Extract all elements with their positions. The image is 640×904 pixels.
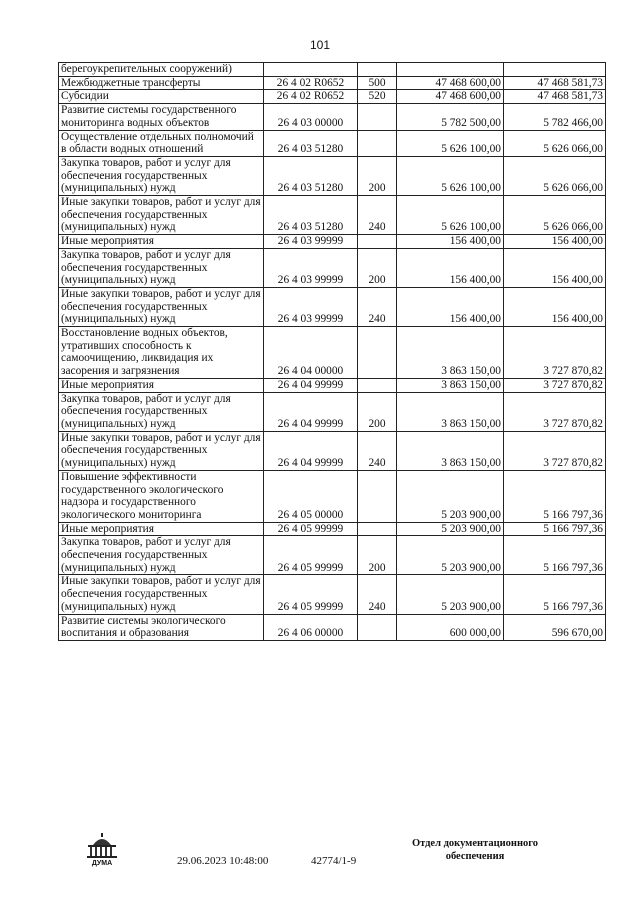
row-exec-amount: 5 166 797,36 [504, 470, 606, 522]
row-name: Развитие системы государственного мониторинга водных объектов [59, 104, 264, 130]
row-name: Иные мероприятия [59, 378, 264, 392]
row-name: Закупка товаров, работ и услуг для обеспечения государственных (муниципальных) нужд [59, 536, 264, 575]
row-exec-amount: 3 727 870,82 [504, 431, 606, 470]
row-code: 26 4 04 99999 [264, 378, 358, 392]
row-plan-amount: 5 203 900,00 [397, 575, 504, 614]
row-exec-amount: 3 727 870,82 [504, 378, 606, 392]
row-code: 26 4 02 R0652 [264, 76, 358, 90]
row-plan-amount: 5 626 100,00 [397, 156, 504, 195]
row-vr: 200 [358, 536, 397, 575]
row-exec-amount: 5 626 066,00 [504, 156, 606, 195]
row-name: Иные закупки товаров, работ и услуг для обеспечения государственных (муниципальных) нужд [59, 287, 264, 326]
table-row [59, 470, 606, 522]
row-name: Закупка товаров, работ и услуг для обеспечения государственных (муниципальных) нужд [59, 248, 264, 287]
footer-department: Отдел документационного обеспечения [411, 838, 539, 862]
row-code: 26 4 03 99999 [264, 235, 358, 249]
row-exec-amount: 5 166 797,36 [504, 522, 606, 536]
row-plan-amount: 5 626 100,00 [397, 130, 504, 156]
logo-caption: ДУМА [91, 860, 113, 867]
row-code: 26 4 04 99999 [264, 392, 358, 431]
row-vr: 240 [358, 196, 397, 235]
row-vr [358, 327, 397, 379]
row-exec-amount: 156 400,00 [504, 287, 606, 326]
row-code [264, 63, 358, 77]
row-vr [358, 614, 397, 640]
table-row [59, 575, 606, 614]
footer-timestamp: 29.06.2023 10:48:00 [177, 855, 269, 867]
table-row [59, 522, 606, 536]
row-exec-amount: 596 670,00 [504, 614, 606, 640]
table-row [59, 614, 606, 640]
row-plan-amount [397, 63, 504, 77]
table-row [59, 90, 606, 104]
row-vr [358, 104, 397, 130]
row-plan-amount: 156 400,00 [397, 248, 504, 287]
row-exec-amount: 5 626 066,00 [504, 130, 606, 156]
row-plan-amount: 47 468 600,00 [397, 90, 504, 104]
row-name: Восстановление водных объектов, утративших способность к самоочищению, ликвидация их засорения и загрязнения [59, 327, 264, 379]
row-plan-amount: 5 782 500,00 [397, 104, 504, 130]
row-code: 26 4 05 99999 [264, 575, 358, 614]
row-code: 26 4 04 00000 [264, 327, 358, 379]
table-row [59, 196, 606, 235]
row-plan-amount: 3 863 150,00 [397, 392, 504, 431]
row-code: 26 4 04 99999 [264, 431, 358, 470]
table-row [59, 248, 606, 287]
row-name: Иные закупки товаров, работ и услуг для обеспечения государственных (муниципальных) нужд [59, 196, 264, 235]
row-exec-amount: 5 626 066,00 [504, 196, 606, 235]
row-name: Иные мероприятия [59, 235, 264, 249]
row-name: Закупка товаров, работ и услуг для обеспечения государственных (муниципальных) нужд [59, 156, 264, 195]
row-vr [358, 522, 397, 536]
row-plan-amount: 5 626 100,00 [397, 196, 504, 235]
table-row [59, 378, 606, 392]
row-exec-amount: 156 400,00 [504, 248, 606, 287]
row-code: 26 4 05 00000 [264, 470, 358, 522]
budget-table [58, 62, 606, 641]
row-exec-amount: 5 782 466,00 [504, 104, 606, 130]
row-vr: 200 [358, 156, 397, 195]
table-row [59, 76, 606, 90]
table-row [59, 235, 606, 249]
row-code: 26 4 03 99999 [264, 248, 358, 287]
table-row [59, 104, 606, 130]
row-vr: 200 [358, 248, 397, 287]
row-code: 26 4 03 51280 [264, 156, 358, 195]
row-code: 26 4 03 51280 [264, 130, 358, 156]
row-exec-amount: 47 468 581,73 [504, 90, 606, 104]
row-code: 26 4 06 00000 [264, 614, 358, 640]
row-exec-amount [504, 63, 606, 77]
table-row [59, 536, 606, 575]
table-row [59, 130, 606, 156]
table-row [59, 287, 606, 326]
row-name: Иные мероприятия [59, 522, 264, 536]
row-plan-amount: 47 468 600,00 [397, 76, 504, 90]
table-row [59, 392, 606, 431]
row-vr: 240 [358, 287, 397, 326]
row-exec-amount: 5 166 797,36 [504, 575, 606, 614]
row-plan-amount: 3 863 150,00 [397, 327, 504, 379]
table-row [59, 327, 606, 379]
footer-doc-number: 42774/1-9 [311, 855, 357, 867]
page-number: 101 [309, 38, 331, 52]
row-vr [358, 130, 397, 156]
row-vr [358, 378, 397, 392]
row-name: Межбюджетные трансферты [59, 76, 264, 90]
table-row [59, 431, 606, 470]
row-vr: 520 [358, 90, 397, 104]
row-plan-amount: 156 400,00 [397, 235, 504, 249]
row-plan-amount: 3 863 150,00 [397, 378, 504, 392]
row-name: берегоукрепительных сооружений) [59, 63, 264, 77]
row-plan-amount: 5 203 900,00 [397, 536, 504, 575]
table-row [59, 63, 606, 77]
row-name: Осуществление отдельных полномочий в области водных отношений [59, 130, 264, 156]
row-name: Закупка товаров, работ и услуг для обеспечения государственных (муниципальных) нужд [59, 392, 264, 431]
row-code: 26 4 03 00000 [264, 104, 358, 130]
row-code: 26 4 03 99999 [264, 287, 358, 326]
row-code: 26 4 02 R0652 [264, 90, 358, 104]
row-vr: 240 [358, 575, 397, 614]
row-exec-amount: 3 727 870,82 [504, 392, 606, 431]
row-exec-amount: 156 400,00 [504, 235, 606, 249]
row-code: 26 4 03 51280 [264, 196, 358, 235]
row-plan-amount: 600 000,00 [397, 614, 504, 640]
row-name: Иные закупки товаров, работ и услуг для обеспечения государственных (муниципальных) нужд [59, 431, 264, 470]
row-vr [358, 470, 397, 522]
budget-table-body [59, 63, 606, 641]
row-exec-amount: 47 468 581,73 [504, 76, 606, 90]
row-plan-amount: 3 863 150,00 [397, 431, 504, 470]
row-plan-amount: 5 203 900,00 [397, 522, 504, 536]
row-code: 26 4 05 99999 [264, 536, 358, 575]
row-name: Повышение эффективности государственного экологического надзора и государственного экологического мониторинга [59, 470, 264, 522]
row-plan-amount: 5 203 900,00 [397, 470, 504, 522]
row-vr: 500 [358, 76, 397, 90]
row-name: Развитие системы экологического воспитания и образования [59, 614, 264, 640]
row-name: Субсидии [59, 90, 264, 104]
row-vr: 200 [358, 392, 397, 431]
row-vr: 240 [358, 431, 397, 470]
row-vr [358, 63, 397, 77]
table-row [59, 156, 606, 195]
row-exec-amount: 5 166 797,36 [504, 536, 606, 575]
row-plan-amount: 156 400,00 [397, 287, 504, 326]
row-code: 26 4 05 99999 [264, 522, 358, 536]
row-exec-amount: 3 727 870,82 [504, 327, 606, 379]
row-vr [358, 235, 397, 249]
row-name: Иные закупки товаров, работ и услуг для обеспечения государственных (муниципальных) нужд [59, 575, 264, 614]
